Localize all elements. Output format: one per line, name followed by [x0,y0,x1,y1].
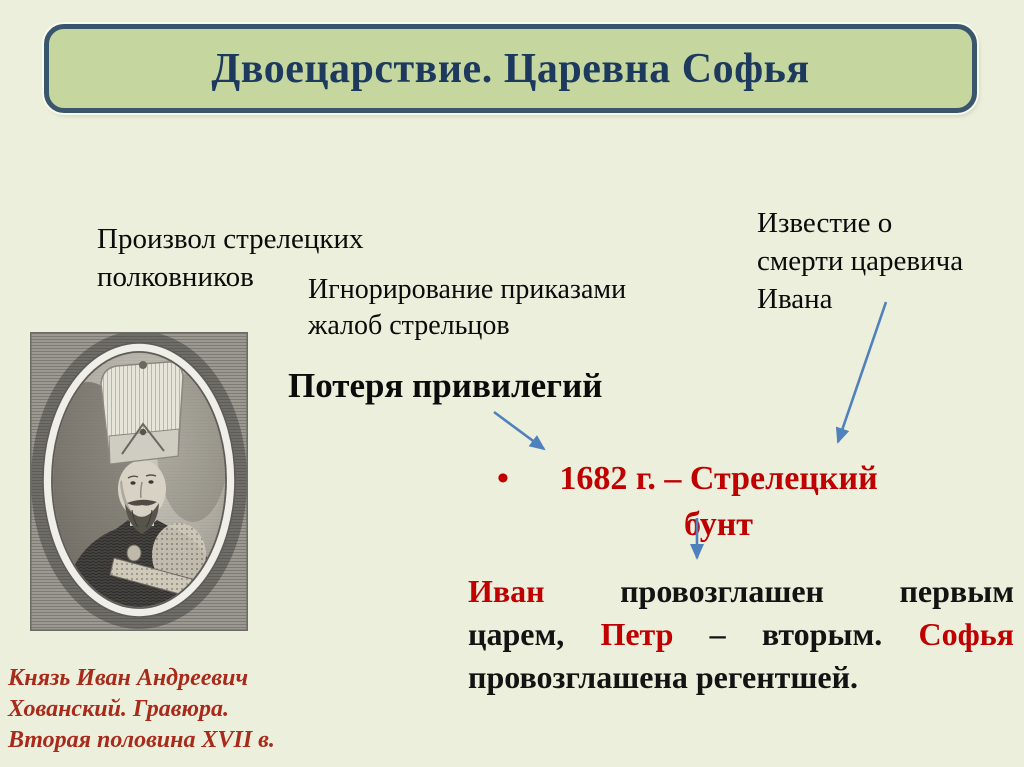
label-news-of-death [757,204,963,318]
label-line: жалоб стрельцов [308,310,510,341]
label-line: Известие о [757,207,893,239]
arrow-privileges-to-revolt-icon [494,412,544,449]
caption-line: Хованский. Гравюра. [8,696,229,722]
label-loss-of-privileges [288,367,602,405]
engraving-image [30,332,248,631]
proclamation-paragraph [468,570,1014,699]
label-line: смерти царевича [757,245,964,277]
proclamation-line-3: провозглашена регентшей. [468,659,858,695]
label-ignoring-complaints [308,272,626,344]
word: первым [899,573,1014,609]
word: царем, [468,616,565,652]
word: провозглашен [620,573,824,609]
caption-line: Князь Иван Андреевич [8,665,249,691]
word: вторым. [761,616,883,652]
bullet-marker: • [497,460,509,497]
name-ivan: Иван [468,573,545,609]
label-line: полковников [97,261,254,293]
label-line: Игнорирование приказами [308,274,627,305]
label-line: Произвол стрелецких [97,223,364,255]
name-petr: Петр [600,616,674,652]
proclamation-line-2 [468,613,1014,656]
name-sofia: Софья [918,616,1014,652]
proclamation-line-1 [468,570,1014,613]
title-banner [44,24,977,113]
caption-line: Вторая половина XVII в. [8,727,275,753]
arrow-news-to-revolt-icon [838,302,886,442]
word: – [709,616,726,652]
portrait-engraving [30,332,248,631]
revolt-line: 1682 г. – Стрелецкий [559,460,878,497]
portrait-caption [8,663,275,756]
revolt-line: бунт [684,506,753,543]
label-line: Потеря привилегий [288,366,603,405]
page-title: Двоецарствие. Царевна Софья [211,45,810,92]
revolt-bullet-block [497,456,940,548]
label-line: Ивана [757,283,833,315]
